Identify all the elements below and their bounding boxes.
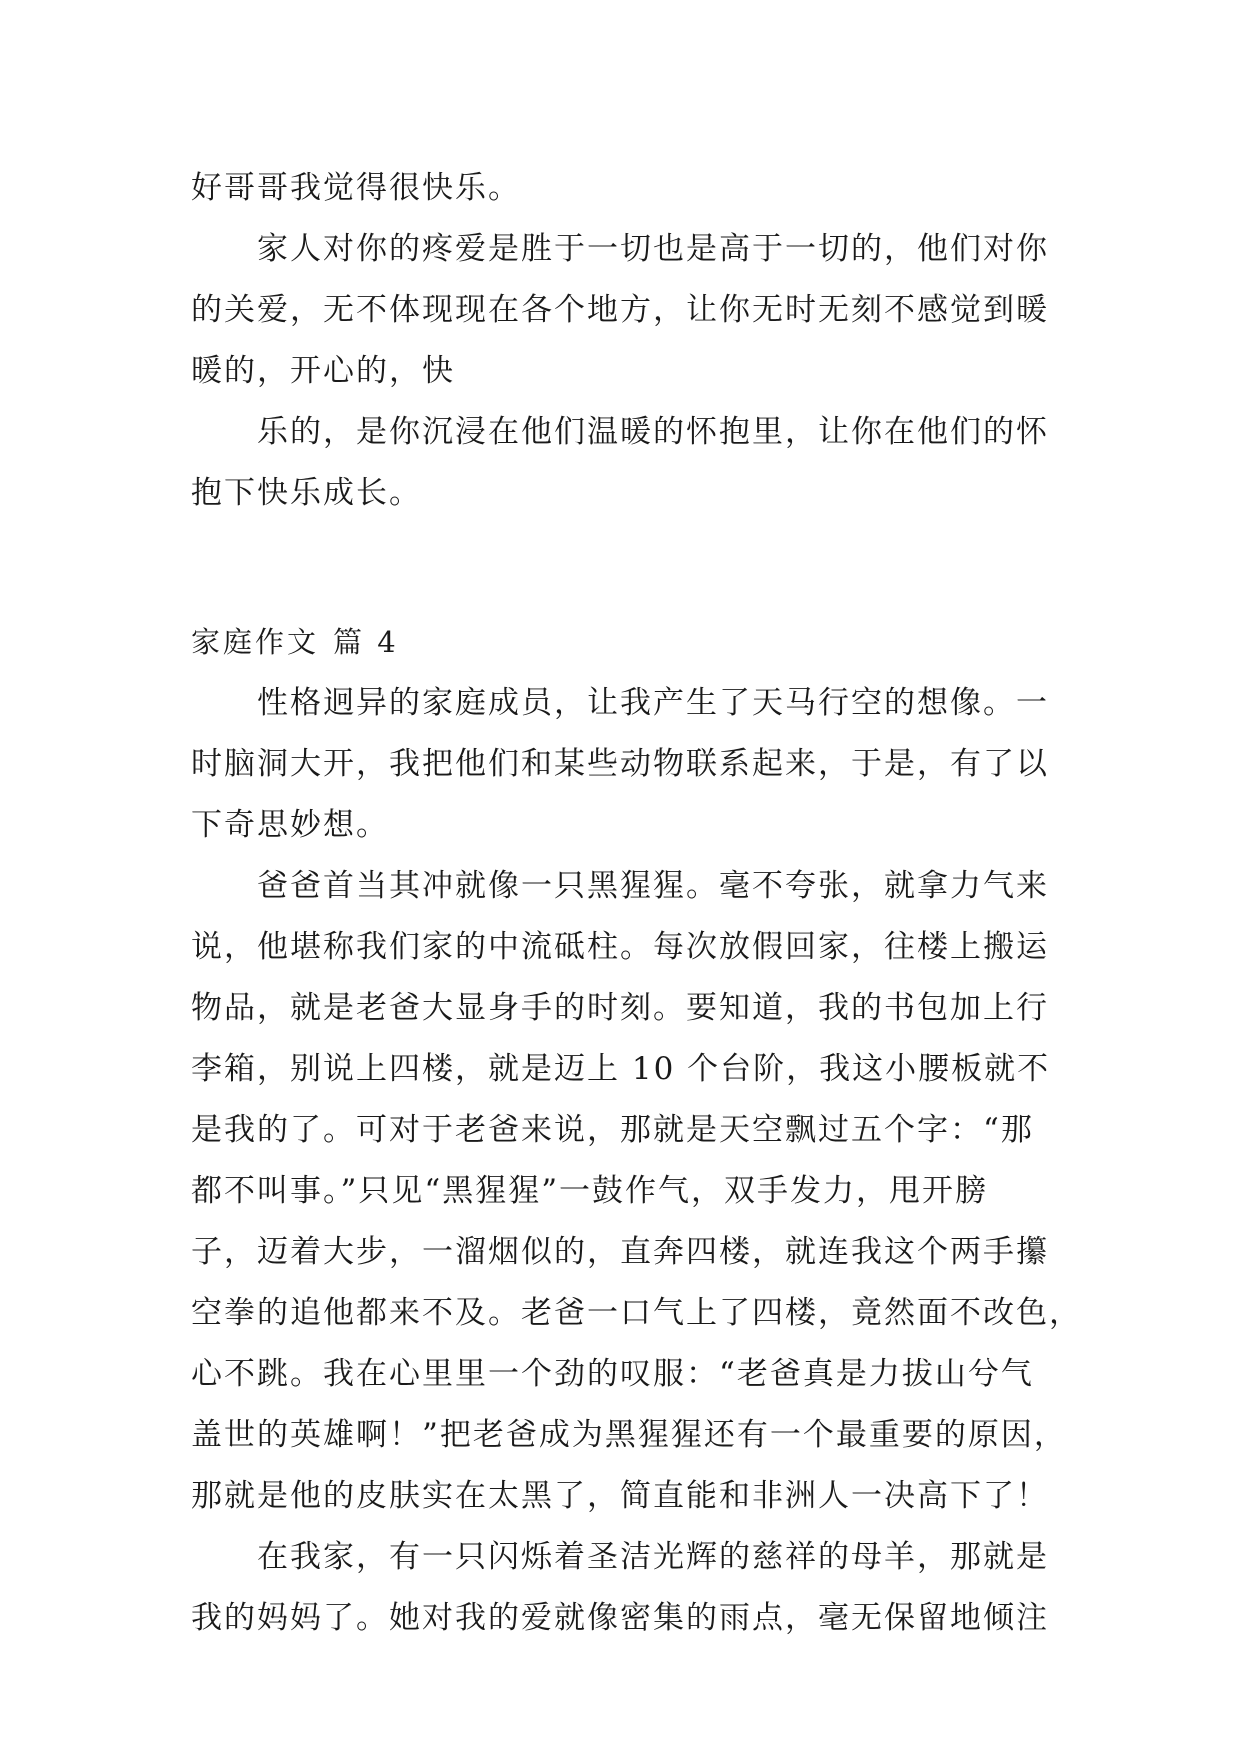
paragraph-line: 的关爱，无不体现现在各个地方，让你无时无刻不感觉到暖 <box>191 292 1049 328</box>
paragraph-line: 在我家，有一只闪烁着圣洁光辉的慈祥的母羊，那就是 <box>257 1539 1049 1575</box>
document-body <box>191 158 1082 1649</box>
paragraph-line: 乐的，是你沉浸在他们温暖的怀抱里，让你在他们的怀 <box>257 414 1049 450</box>
paragraph-line: 是我的了。可对于老爸来说，那就是天空飘过五个字：“那 <box>191 1112 1034 1148</box>
paragraph-line: 我的妈妈了。她对我的爱就像密集的雨点，毫无保留地倾注 <box>191 1600 1049 1636</box>
paragraph-line: 子，迈着大步，一溜烟似的，直奔四楼，就连我这个两手攥 <box>191 1234 1049 1270</box>
section-spacer <box>191 524 1069 612</box>
heading-number: 篇 4 <box>333 625 399 659</box>
paragraph-line: 盖世的英雄啊！”把老爸成为黑猩猩还有一个最重要的原因， <box>191 1417 1067 1453</box>
paragraph-line: 心不跳。我在心里里一个劲的叹服：“老爸真是力拔山兮气 <box>191 1356 1034 1392</box>
paragraph-line: 那就是他的皮肤实在太黑了，简直能和非洲人一决高下了！ <box>191 1478 1049 1514</box>
paragraph-line: 李箱，别说上四楼，就是迈上 10 个台阶，我这小腰板就不 <box>191 1051 1051 1087</box>
paragraph-line: 空拳的追他都来不及。老爸一口气上了四楼，竟然面不改色， <box>191 1295 1082 1331</box>
paragraph-line: 物品，就是老爸大显身手的时刻。要知道，我的书包加上行 <box>191 990 1049 1026</box>
paragraph-line: 暖的，开心的，快 <box>191 353 455 389</box>
section-heading <box>191 612 1069 673</box>
paragraph-line: 下奇思妙想。 <box>191 807 389 843</box>
paragraph-line: 抱下快乐成长。 <box>191 475 422 511</box>
paragraph-line: 爸爸首当其冲就像一只黑猩猩。毫不夸张，就拿力气来 <box>257 868 1049 904</box>
paragraph-line: 都不叫事。”只见“黑猩猩”一鼓作气，双手发力，甩开膀 <box>191 1173 989 1209</box>
paragraph-line: 好哥哥我觉得很快乐。 <box>191 170 521 206</box>
heading-title: 家庭作文 <box>191 625 320 659</box>
paragraph-line: 说，他堪称我们家的中流砥柱。每次放假回家，往楼上搬运 <box>191 929 1049 965</box>
paragraph-line: 性格迥异的家庭成员，让我产生了天马行空的想像。一 <box>257 685 1049 721</box>
paragraph-line: 家人对你的疼爱是胜于一切也是高于一切的，他们对你 <box>257 231 1049 267</box>
paragraph-line: 时脑洞大开，我把他们和某些动物联系起来，于是，有了以 <box>191 746 1049 782</box>
